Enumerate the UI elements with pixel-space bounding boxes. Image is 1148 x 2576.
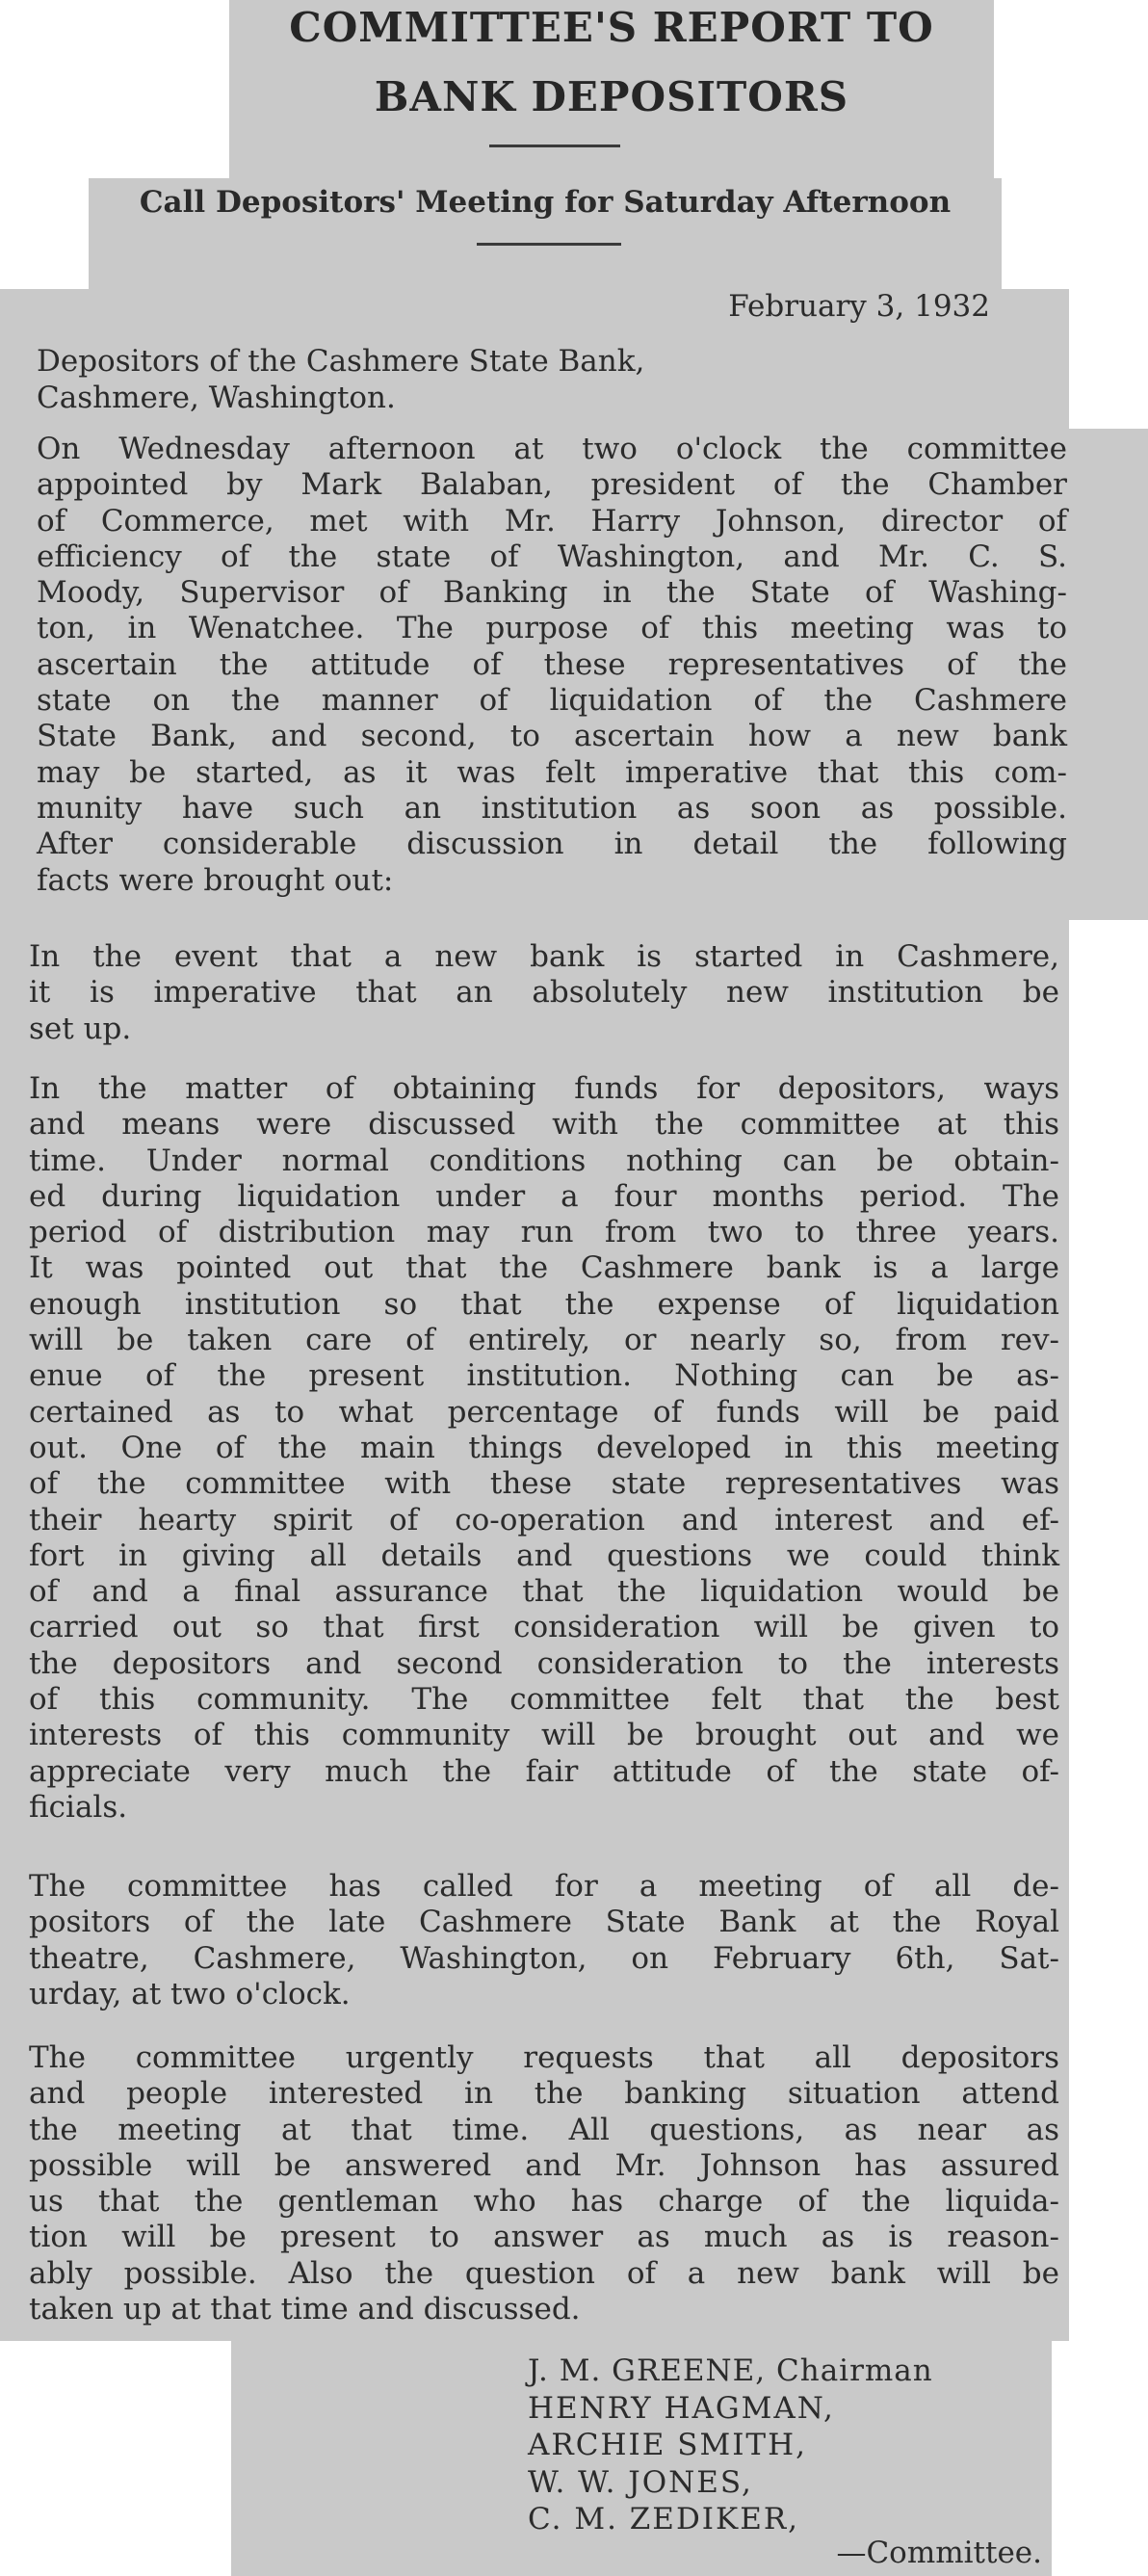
text-line: their hearty spirit of co-operation and interest and ef- — [29, 1502, 1059, 1538]
text-line: ficials. — [29, 1789, 128, 1825]
text-line: State Bank, and second, to ascertain how a new bank — [37, 719, 1067, 754]
text-line: In the matter of obtaining funds for depositors, ways — [29, 1071, 1059, 1106]
text-line: the meeting at that time. All questions, as near as — [29, 2112, 1059, 2147]
text-line: The committee urgently requests that all depositors — [29, 2040, 1059, 2075]
text-line: On Wednesday afternoon at two o'clock the committee — [37, 432, 1067, 466]
text-line: set up. — [29, 1011, 132, 1046]
text-line: In the event that a new bank is started in Cashmere, — [29, 939, 1059, 974]
text-line: Moody, Supervisor of Banking in the State of Washing- — [37, 575, 1067, 611]
headline-rule — [489, 145, 620, 147]
text-line: ascertain the attitude of these representatives of the — [37, 646, 1067, 682]
signature-name: W. W. JONES, — [528, 2464, 753, 2500]
signature-block — [528, 2353, 1048, 2538]
text-line: ed during liquidation under a four months period. The — [29, 1178, 1059, 1214]
text-line: facts were brought out: — [37, 862, 394, 898]
subheadline-rule — [477, 243, 621, 246]
headline-line-1: COMMITTEE'S REPORT TO — [289, 4, 934, 51]
text-line: After considerable discussion in detail the following — [37, 827, 1067, 862]
text-line: out. One of the main things developed in this meeting — [29, 1430, 1059, 1465]
text-line: tion will be present to answer as much as is reason- — [29, 2220, 1059, 2255]
text-line: time. Under normal conditions nothing can be obtain- — [29, 1143, 1059, 1178]
text-line: of the committee with these state representatives was — [29, 1466, 1059, 1502]
text-line: may be started, as it was felt imperative that this com- — [37, 754, 1067, 790]
paragraph-funds — [29, 1071, 1059, 1826]
paragraph-new-bank — [29, 939, 1059, 1047]
text-line: period of distribution may run from two to three years. — [29, 1215, 1059, 1250]
text-line: positors of the late Cashmere State Bank at the Royal — [29, 1905, 1059, 1940]
text-line: state on the manner of liquidation of the Cashmere — [37, 683, 1067, 719]
text-line: of and a final assurance that the liquidation would be — [29, 1574, 1059, 1610]
text-line: the depositors and second consideration to the interests — [29, 1645, 1059, 1681]
text-line: appointed by Mark Balaban, president of the Chamber — [37, 467, 1067, 503]
text-line: will be taken care of entirely, or nearly so, from rev- — [29, 1323, 1059, 1358]
text-line: The committee has called for a meeting of all de- — [29, 1869, 1059, 1904]
text-line: ably possible. Also the question of a new bank will be — [29, 2255, 1059, 2291]
committee-label: —Committee. — [836, 2536, 1042, 2570]
text-line: fort in giving all details and questions we could think — [29, 1538, 1059, 1573]
text-line: enough institution so that the expense of liquidation — [29, 1286, 1059, 1322]
text-line: taken up at that time and discussed. — [29, 2292, 581, 2327]
address-line-2: Cashmere, Washington. — [37, 381, 396, 415]
subheadline: Call Depositors' Meeting for Saturday Afternoon — [139, 185, 952, 220]
text-line: us that the gentleman who has charge of the liquida- — [29, 2184, 1059, 2220]
address-line-1: Depositors of the Cashmere State Bank, — [37, 344, 645, 379]
text-line: ton, in Wenatchee. The purpose of this meeting was to — [37, 611, 1067, 646]
text-line: certained as to what percentage of funds will be paid — [29, 1394, 1059, 1430]
text-line: appreciate very much the fair attitude of the state of- — [29, 1753, 1059, 1789]
signature-name: ARCHIE SMITH, — [528, 2428, 807, 2462]
dateline: February 3, 1932 — [728, 289, 990, 324]
paragraph-request — [29, 2040, 1059, 2327]
text-line: munity have such an institution as soon as possible. — [37, 790, 1067, 826]
text-line: interests of this community will be brought out and we — [29, 1718, 1059, 1753]
text-line: carried out so that first consideration will be given to — [29, 1610, 1059, 1645]
signature-name: HENRY HAGMAN, — [528, 2390, 835, 2426]
paragraph-meeting-summary — [37, 432, 1067, 899]
text-line: it is imperative that an absolutely new institution be — [29, 975, 1059, 1011]
text-line: enue of the present institution. Nothing can be as- — [29, 1358, 1059, 1394]
signature-name: C. M. ZEDIKER, — [528, 2502, 800, 2537]
text-line: urday, at two o'clock. — [29, 1976, 351, 2011]
text-line: theatre, Cashmere, Washington, on February 6th, Sat- — [29, 1940, 1059, 1976]
text-line: of Commerce, met with Mr. Harry Johnson, director of — [37, 503, 1067, 539]
text-line: of this community. The committee felt that the best — [29, 1682, 1059, 1718]
text-line: efficiency of the state of Washington, and Mr. C. S. — [37, 539, 1067, 574]
text-line: and people interested in the banking situation attend — [29, 2076, 1059, 2112]
text-line: It was pointed out that the Cashmere bank is a large — [29, 1250, 1059, 1286]
paragraph-meeting-call — [29, 1869, 1059, 2012]
headline-line-2: BANK DEPOSITORS — [374, 73, 849, 120]
signature-name: J. M. GREENE, Chairman — [528, 2353, 933, 2388]
text-line: possible will be answered and Mr. Johnson has assured — [29, 2147, 1059, 2183]
address-block — [37, 343, 1000, 416]
text-line: and means were discussed with the committee at this — [29, 1107, 1059, 1143]
